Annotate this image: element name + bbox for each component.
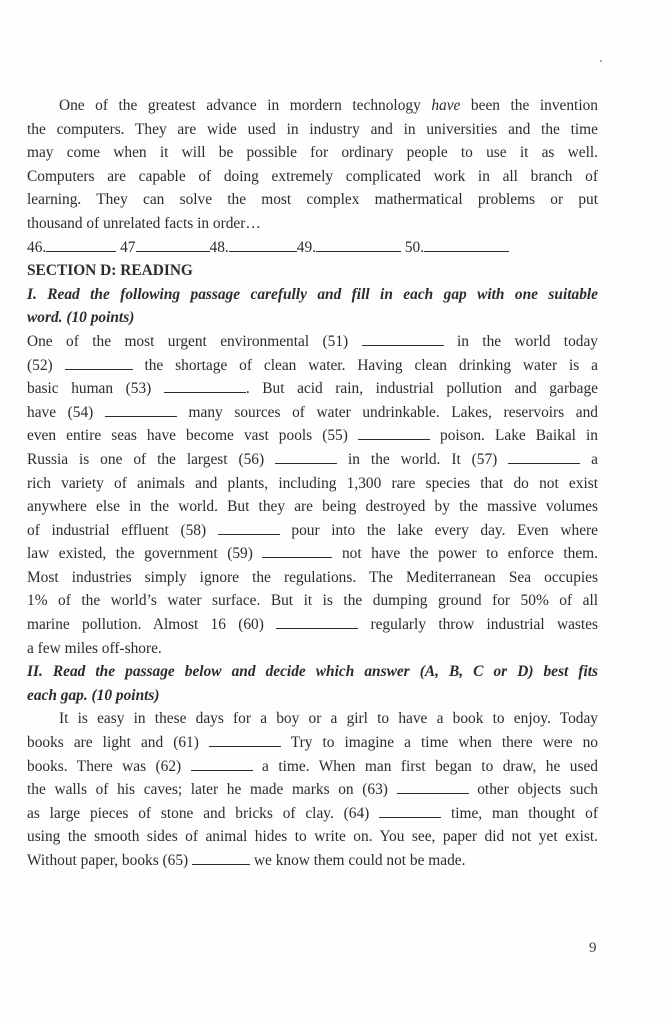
answer-blank-50[interactable] xyxy=(424,239,509,252)
text-span: Without paper, books (65) xyxy=(27,852,193,869)
text-span: pour into the lake every day. Even where xyxy=(279,521,598,539)
text-line xyxy=(27,778,598,802)
gap-56[interactable] xyxy=(275,451,337,464)
gap-61[interactable] xyxy=(209,734,281,747)
text-line xyxy=(27,802,598,826)
gap-51[interactable] xyxy=(362,333,444,346)
gap-53[interactable] xyxy=(164,380,246,393)
text-line xyxy=(27,401,598,425)
text-span: a xyxy=(580,450,599,468)
worksheet-page xyxy=(27,94,598,873)
section-title: SECTION D: READING xyxy=(27,262,193,280)
text-line xyxy=(27,354,598,378)
text-span: other objects such xyxy=(468,781,598,799)
part1-instruction: I. Read the following passage carefully and fill in each gap with one suitable xyxy=(27,285,598,303)
answer-blank-48[interactable] xyxy=(229,239,297,252)
text-line: learning. They can solve the most complex mathermatical problems or put xyxy=(27,191,598,209)
text-line: using the smooth sides of animal hides to write on. You see, paper did not yet exist. xyxy=(27,828,598,846)
gap-65[interactable] xyxy=(192,852,250,865)
text-line: It is easy in these days for a boy or a girl to have a book to enjoy. Today xyxy=(59,710,598,728)
text-line xyxy=(27,519,598,543)
answer-blank-49[interactable] xyxy=(316,239,401,252)
gap-55[interactable] xyxy=(358,427,430,440)
part1-instruction-cont: word. (10 points) xyxy=(27,309,135,327)
gap-60[interactable] xyxy=(276,616,358,629)
answer-number: 49. xyxy=(296,238,316,256)
text-line: thousand of unrelated facts in order… xyxy=(27,214,261,232)
gap-62[interactable] xyxy=(191,758,253,771)
text-line: may come when it will be possible for ordinary people to use it as well. xyxy=(27,144,598,162)
text-span: One of the most urgent environmental (51) xyxy=(27,332,362,350)
text-line: Most industries simply ignore the regulations. The Mediterranean Sea occupies xyxy=(27,568,598,586)
part2-instruction: II. Read the passage below and decide which answer (A, B, C or D) best fits xyxy=(27,663,598,681)
text-span: as large pieces of stone and bricks of clay. (64) xyxy=(27,804,380,822)
text-line xyxy=(27,377,598,401)
text-line xyxy=(27,330,598,354)
text-span: regularly throw industrial wastes xyxy=(358,616,598,634)
text-line: Computers are capable of doing extremely complicated work in all branch of xyxy=(27,167,598,185)
gap-54[interactable] xyxy=(105,404,177,417)
text-line xyxy=(27,613,598,637)
text-span: books. There was (62) xyxy=(27,757,191,775)
intro-paragraph xyxy=(27,94,598,236)
text-span: One of the greatest advance in mordern technology xyxy=(59,97,432,114)
gap-57[interactable] xyxy=(508,451,580,464)
text-line: anywhere else in the world. But they are being destroyed by the massive volumes xyxy=(27,498,598,516)
text-span: not have the power to enforce them. xyxy=(332,545,598,563)
text-span: time, man thought of xyxy=(441,804,598,822)
answer-blank-46[interactable] xyxy=(46,239,116,252)
text-line xyxy=(27,755,598,779)
text-span: Try to imagine a time when there were no xyxy=(280,734,598,752)
gap-63[interactable] xyxy=(397,781,469,794)
answer-number: 46. xyxy=(27,238,47,256)
gap-52[interactable] xyxy=(65,357,133,370)
text-span: we know them could not be made. xyxy=(250,852,466,869)
text-line xyxy=(27,849,598,873)
text-line xyxy=(27,731,598,755)
part2-passage xyxy=(27,707,598,872)
text-line: rich variety of animals and plants, including 1,300 rare species that do not exist xyxy=(27,474,598,492)
text-span: the walls of his caves; later he made marks on (63) xyxy=(27,781,397,799)
text-line: the computers. They are wide used in industry and in universities and the time xyxy=(27,120,598,138)
gap-59[interactable] xyxy=(262,545,332,558)
text-span: . But acid rain, industrial pollution and garbage xyxy=(245,380,598,398)
text-line xyxy=(27,424,598,448)
text-line xyxy=(27,448,598,472)
text-line: 1% of the world’s water surface. But it is the dumping ground for 50% of all xyxy=(27,592,598,610)
text-span: have (54) xyxy=(27,403,105,421)
answer-blank-47[interactable] xyxy=(136,239,210,252)
answer-number: 48. xyxy=(209,238,229,256)
text-span: of industrial effluent (58) xyxy=(27,521,218,539)
text-line xyxy=(27,542,598,566)
answer-number: 50. xyxy=(404,238,425,256)
answer-blanks-row xyxy=(27,236,598,260)
part2-instruction-cont: each gap. (10 points) xyxy=(27,686,160,704)
text-span: Russia is one of the largest (56) xyxy=(27,450,276,468)
text-span: been the invention xyxy=(460,97,598,114)
gap-64[interactable] xyxy=(379,805,441,818)
text-span: a time. When man first began to draw, he used xyxy=(252,757,598,775)
text-span: in the world. It (57) xyxy=(337,450,509,468)
text-span: law existed, the government (59) xyxy=(27,545,263,563)
italic-word: have xyxy=(431,97,461,114)
scan-speck xyxy=(600,60,602,62)
answer-number: 47 xyxy=(120,238,136,256)
text-span: poison. Lake Baikal in xyxy=(429,427,598,445)
text-span: books are light and (61) xyxy=(27,734,209,752)
text-line xyxy=(27,94,598,118)
page-number: 9 xyxy=(589,940,597,956)
text-span: basic human (53) xyxy=(27,380,164,398)
text-span: even entire seas have become vast pools (55) xyxy=(27,427,358,445)
text-span: (52) xyxy=(27,356,65,374)
text-span: marine pollution. Almost 16 (60) xyxy=(27,616,277,634)
gap-58[interactable] xyxy=(218,522,280,535)
text-span: the shortage of clean water. Having clean drinking water is a xyxy=(132,356,598,374)
text-line: a few miles off-shore. xyxy=(27,639,162,657)
text-span: in the world today xyxy=(443,332,598,350)
text-span: many sources of water undrinkable. Lakes, reservoirs and xyxy=(176,403,598,421)
part1-passage xyxy=(27,330,598,660)
